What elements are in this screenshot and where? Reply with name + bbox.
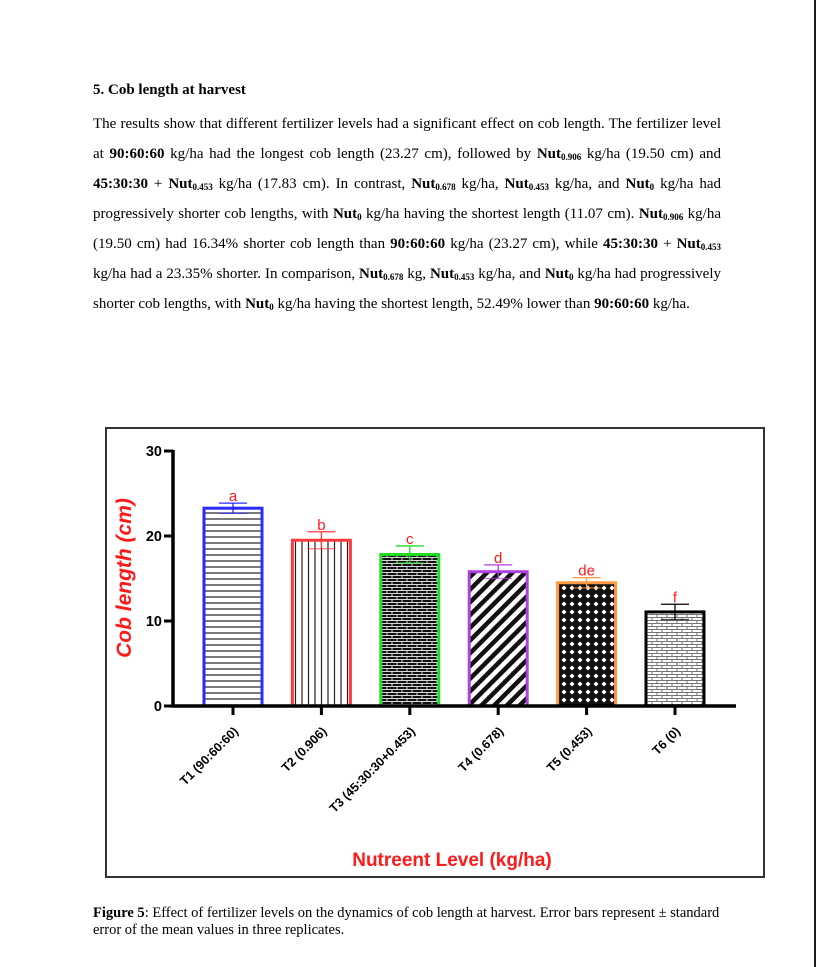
significance-letter: c <box>406 530 414 548</box>
y-tick-label: 30 <box>145 444 162 460</box>
bar-6 <box>646 589 704 706</box>
caption-label: Figure 5 <box>93 905 145 921</box>
x-axis-title: Nutreent Level (kg/ha) <box>352 850 552 871</box>
significance-letter: de <box>578 562 595 580</box>
bar-2 <box>292 517 350 706</box>
y-tick-label: 10 <box>145 614 162 630</box>
x-tick-label: T6 (0) <box>649 724 684 758</box>
chart-bars <box>204 488 704 706</box>
bar-1 <box>204 488 262 706</box>
x-tick-label: T3 (45:30:30+0.453) <box>326 724 418 816</box>
significance-letter: a <box>228 488 238 506</box>
y-tick-label: 20 <box>145 529 162 545</box>
bar-3 <box>381 531 439 706</box>
x-tick-label: T5 (0.453) <box>544 724 595 775</box>
significance-letter: f <box>672 589 678 607</box>
x-tick-label: T2 (0.906) <box>278 724 330 775</box>
caption-text: : Effect of fertilizer levels on the dynamics of cob length at harvest. Error bars represent ± standard error of the mean values in three replicates. <box>93 905 720 938</box>
y-tick-label: 0 <box>153 699 162 715</box>
bar-5 <box>558 563 616 706</box>
x-tick-label: T1 (90:60:60) <box>177 724 242 789</box>
results-paragraph: The results show that different fertilizer levels had a significant effect on cob length. The fertilizer level at 90:60:60 kg/ha had the longest cob length (23.27 cm), followed by Nut$_{0.906}$ kg/ha (19.50 cm) and 45:30:30 + Nut$_{0.453}$ kg/ha (17.83 cm). In contrast, Nut$_{0.678}$ kg/ha, Nut$_{0.453}$ kg/ha, and Nut$_0$ kg/ha had progressively shorter cob lengths, with Nut$_0$ kg/ha having the shortest length (11.07 cm). Nut$_{0.906}$ kg/ha (19.50 cm) had 16.34% shorter cob length than 90:60:60 kg/ha (23.27 cm), while 45:30:30 + Nut$_{0.453}$ kg/ha had a 23.35% shorter. In comparison, Nut$_{0.678}$ kg, Nut$_{0.453}$ kg/ha, and Nut$_0$ kg/ha had progressively shorter cob lengths, with Nut$_0$ kg/ha having the shortest length, 52.49% lower than 90:60:60 kg/ha. <box>93 116 722 312</box>
section-heading: 5. Cob length at harvest <box>93 82 246 98</box>
y-axis-title: Cob length (cm) <box>113 498 136 658</box>
figure-caption <box>93 905 733 939</box>
bar-4 <box>469 550 527 706</box>
significance-letter: d <box>494 549 503 567</box>
significance-letter: b <box>317 516 326 534</box>
x-tick-label: T4 (0.678) <box>455 724 507 775</box>
